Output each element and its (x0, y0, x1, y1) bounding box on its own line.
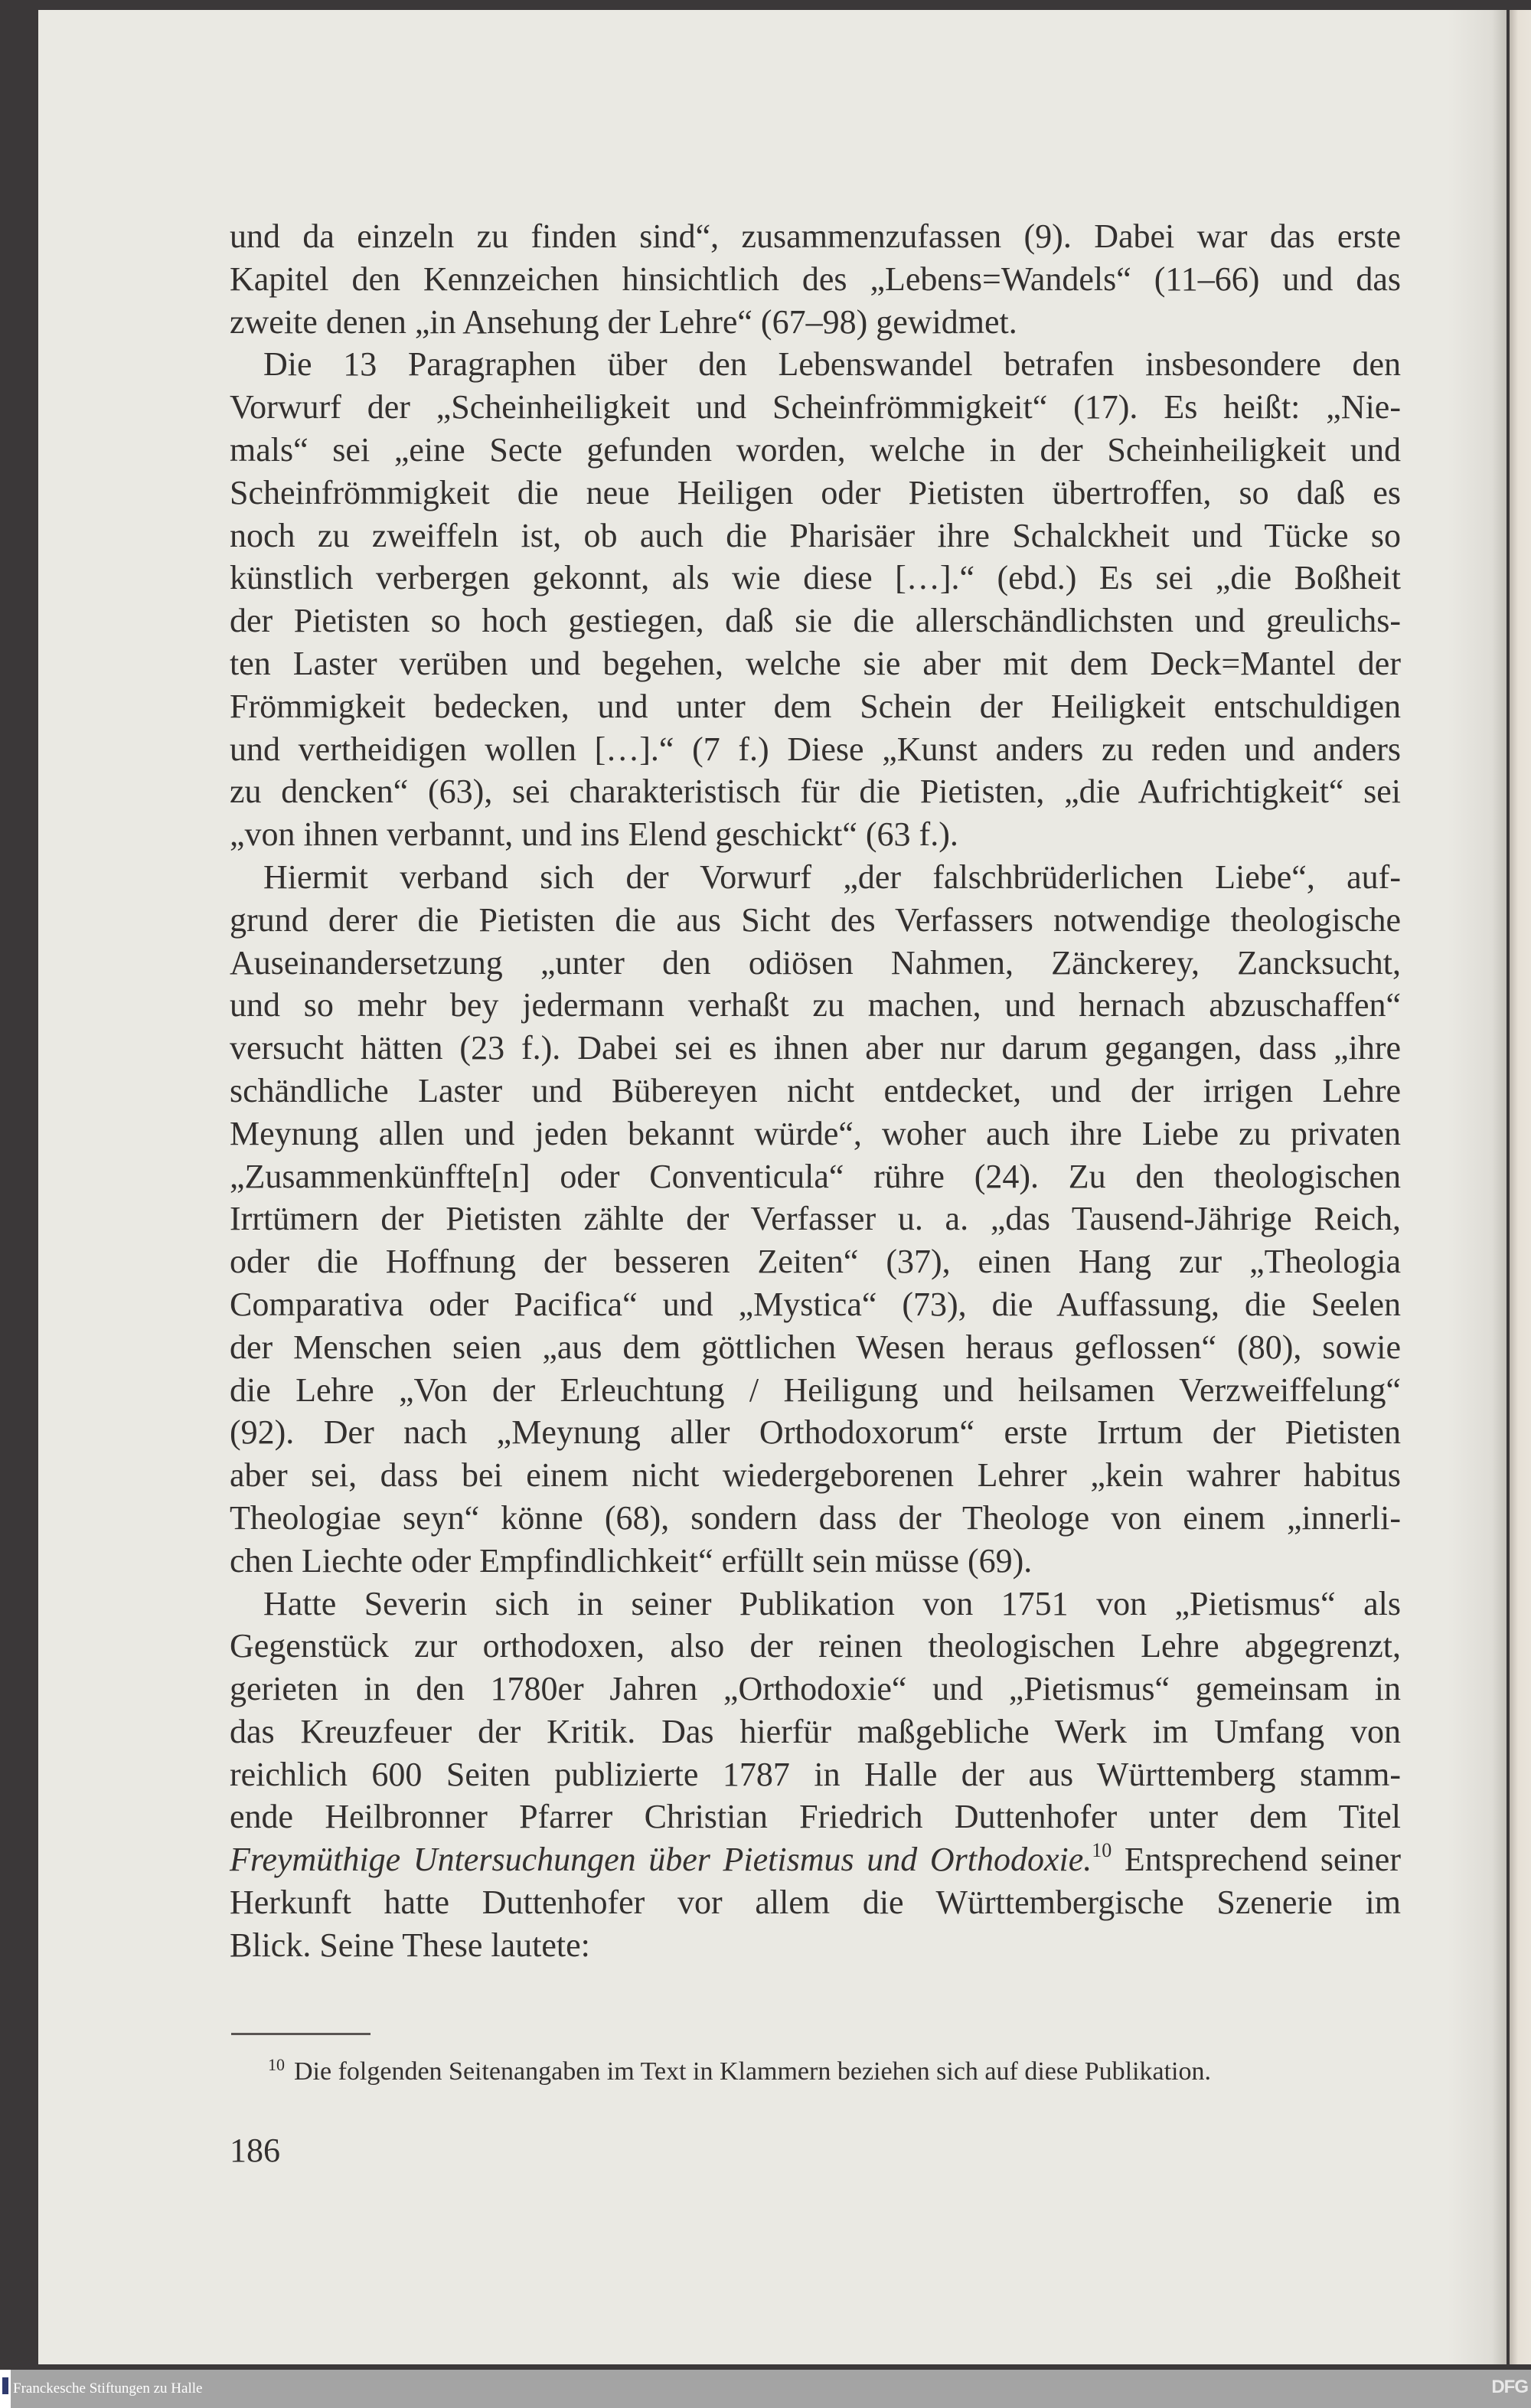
text-line: und vertheidigen wollen […].“ (7 f.) Diese „Kunst anders zu reden und anders (230, 730, 1401, 768)
text-line: das Kreuzfeuer der Kritik. Das hierfür maßgebliche Werk im Umfang von (230, 1712, 1401, 1750)
text-line (230, 1838, 1401, 1881)
text-line: Irrtümern der Pietisten zählte der Verfasser u. a. „das Tausend-Jährige Reich, (230, 1200, 1401, 1238)
text-line: gerieten in den 1780er Jahren „Orthodoxie“ und „Pietismus“ gemeinsam in (230, 1670, 1401, 1708)
text-line: der Pietisten so hoch gestiegen, daß sie die allerschändlichsten und greulichs- (230, 602, 1401, 640)
text-line: ten Laster verüben und begehen, welche sie aber mit dem Deck=Mantel der (230, 644, 1401, 682)
paragraph (230, 1583, 1401, 1967)
text-line: und da einzeln zu finden sind“, zusammenzufassen (9). Dabei war das erste (230, 217, 1401, 255)
paragraph (230, 343, 1401, 856)
text-line: und so mehr bey jedermann verhaßt zu machen, und hernach abzuschaffen“ (230, 986, 1401, 1024)
logo-mark-icon (2, 2377, 8, 2394)
text-line: grund derer die Pietisten die aus Sicht des Verfassers notwendige theologische (230, 900, 1401, 939)
text-line: Vorwurf der „Scheinheiligkeit und Scheinfrömmigkeit“ (17). Es heißt: „Nie- (230, 388, 1401, 426)
text-line: Auseinandersetzung „unter den odiösen Nahmen, Zänckerey, Zancksucht, (230, 943, 1401, 982)
footnote-reference[interactable]: 10 (1092, 1839, 1112, 1862)
adjacent-page-edge (1510, 10, 1531, 2364)
text-line: ende Heilbronner Pfarrer Christian Friedrich Duttenhofer unter dem Titel (230, 1798, 1401, 1836)
text-line: „Zusammenkünffte[n] oder Conventicula“ rühre (24). Zu den theologischen (230, 1157, 1401, 1195)
text-line: aber sei, dass bei einem nicht wiedergeborenen Lehrer „kein wahrer habitus (230, 1456, 1401, 1495)
text-line: die Lehre „Von der Erleuchtung / Heiligung und heilsamen Verzweiffelung“ (230, 1371, 1401, 1409)
text-fragment: Entsprechend seiner (1112, 1841, 1401, 1879)
text-line: schändliche Laster und Bübereyen nicht entdecket, und der irrigen Lehre (230, 1071, 1401, 1109)
text-line: reichlich 600 Seiten publizierte 1787 in Halle der aus Württemberg stamm- (230, 1755, 1401, 1793)
text-line: Theologiae seyn“ könne (68), sondern dass der Theologe von einem „innerli- (230, 1498, 1401, 1537)
text-line: Gegenstück zur orthodoxen, also der reinen theologischen Lehre abgegrenzt, (230, 1627, 1401, 1665)
book-title: Freymüthige Untersuchungen über Pietismus und Orthodoxie. (230, 1841, 1092, 1879)
text-line: künstlich verbergen gekonnt, als wie diese […].“ (ebd.) Es sei „die Boßheit (230, 559, 1401, 597)
text-line: mals“ sei „eine Secte gefunden worden, welche in der Scheinheiligkeit und (230, 430, 1401, 469)
paragraph (230, 215, 1401, 343)
footnote (268, 2055, 1211, 2086)
text-line: Die 13 Paragraphen über den Lebenswandel betrafen insbesondere den (263, 345, 1401, 384)
footnote-rule (231, 2033, 371, 2035)
text-line: versucht hätten (23 f.). Dabei sei es ihnen aber nur darum gegangen, dass „ihre (230, 1029, 1401, 1067)
text-line: Herkunft hatte Duttenhofer vor allem die Württembergische Szenerie im (230, 1884, 1401, 1922)
text-line: oder die Hoffnung der besseren Zeiten“ (37), einen Hang zur „Theologia (230, 1243, 1401, 1281)
viewer-footer-bar (0, 2370, 1531, 2408)
paragraph (230, 856, 1401, 1583)
page-number: 186 (230, 2132, 280, 2169)
text-line: chen Liechte oder Empfindlichkeit“ erfüllt sein müsse (69). (230, 1541, 1033, 1580)
text-line: Hiermit verband sich der Vorwurf „der falschbrüderlichen Liebe“, auf- (263, 858, 1401, 896)
text-line: (92). Der nach „Meynung aller Orthodoxorum“ erste Irrtum der Pietisten (230, 1413, 1401, 1452)
text-line: Meynung allen und jeden bekannt würde“, woher auch ihre Liebe zu privaten (230, 1114, 1401, 1152)
text-line: Blick. Seine These lautete: (230, 1926, 590, 1964)
text-line: Kapitel den Kennzeichen hinsichtlich des „Lebens=Wandels“ (11–66) und das (230, 260, 1401, 298)
institution-name: Franckesche Stiftungen zu Halle (13, 2380, 203, 2397)
text-line: Frömmigkeit bedecken, und unter dem Schein der Heiligkeit entschuldigen (230, 687, 1401, 725)
text-line: der Menschen seien „aus dem göttlichen Wesen heraus geflossen“ (80), sowie (230, 1328, 1401, 1366)
institution-logo (0, 2370, 11, 2408)
text-line: Scheinfrömmigkeit die neue Heiligen oder Pietisten übertroffen, so daß es (230, 473, 1401, 511)
text-line: noch zu zweiffeln ist, ob auch die Pharisäer ihre Schalckheit und Tücke so (230, 516, 1401, 554)
text-line: Comparativa oder Pacifica“ und „Mystica“ (73), die Auffassung, die Seelen (230, 1285, 1401, 1323)
text-line: zweite denen „in Ansehung der Lehre“ (67–98) gewidmet. (230, 302, 1017, 341)
footnote-text: Die folgenden Seitenangaben im Text in Klammern beziehen sich auf diese Publikation. (294, 2057, 1211, 2086)
text-line: zu dencken“ (63), sei charakteristisch für die Pietisten, „die Aufrichtigkeit“ sei (230, 773, 1401, 811)
dfg-logo: DFG (1491, 2377, 1528, 2397)
text-line: „von ihnen verbannt, und ins Elend geschickt“ (63 f.). (230, 815, 958, 854)
body-text (230, 215, 1401, 1967)
text-line: Hatte Severin sich in seiner Publikation von 1751 von „Pietismus“ als (263, 1584, 1401, 1622)
footnote-number: 10 (268, 2055, 285, 2074)
